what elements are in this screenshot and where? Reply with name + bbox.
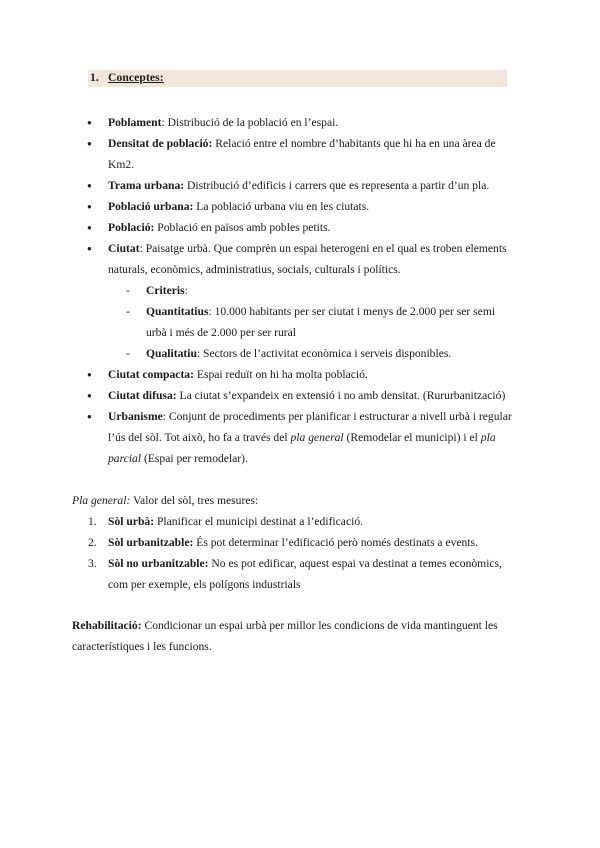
italic-label: Pla general: [72, 494, 131, 507]
definition: Condicionar un espai urbà per millor les condicions de vida mantinguent les característiques i les funcions. [72, 619, 498, 653]
definition: (Espai per remodelar). [141, 452, 248, 465]
numbered-item [88, 553, 518, 595]
numbered-item [88, 532, 518, 553]
definition: Espai reduït on hi ha molta població. [193, 368, 368, 381]
list-item [108, 217, 518, 238]
list-item [108, 175, 518, 196]
definition: : 10.000 habitants per ser ciutat i menys de 2.000 per ser semi urbà i més de 2.000 per ser rural [146, 305, 496, 339]
list-item [108, 385, 518, 406]
term: Densitat de població: [108, 137, 213, 150]
definition: : [184, 284, 188, 297]
heading-number: 1. [90, 71, 99, 84]
italic-term: pla parcial [108, 431, 496, 465]
term: Trama urbana: [108, 179, 185, 192]
term: Ciutat difusa: [108, 389, 177, 402]
separator: : [161, 116, 165, 129]
term: Població urbana: [108, 200, 194, 213]
numbered-item [88, 511, 518, 532]
definition: (Remodelar el municipi) i el [343, 431, 481, 444]
list-item [108, 364, 518, 385]
term: Rehabilitació: [72, 619, 142, 632]
sub-list-item [146, 343, 518, 364]
definition: Distribució d’edificis i carrers que es representa a partir d’un pla. [184, 179, 490, 192]
italic-term: pla general [290, 431, 344, 444]
definition: Paisatge urbà. Que comprèn un espai heterogeni en el qual es troben elements naturals, econòmics, administratius, socials, culturals i polítics. [108, 242, 507, 276]
term: Ciutat compacta: [108, 368, 194, 381]
definition: La població urbana viu en les ciutats. [193, 200, 370, 213]
definition: Planificar el municipi destinat a l’edificació. [154, 515, 364, 528]
definition: És pot determinar l’edificació però només destinats a events. [193, 536, 478, 549]
rehabilitacio-paragraph [72, 615, 522, 657]
pla-general-paragraph [72, 490, 522, 511]
section-heading [90, 71, 164, 84]
definition: : Sectors de l’activitat econòmica i serveis disponibles. [196, 347, 452, 360]
item-number: 1. [88, 515, 97, 528]
term: Qualitatiu [146, 347, 197, 360]
sub-list-item [146, 280, 518, 301]
list-item [108, 133, 518, 175]
item-number: 3. [88, 557, 97, 570]
item-number: 2. [88, 536, 97, 549]
separator: : [139, 242, 143, 255]
list-item [108, 238, 518, 280]
list-item [108, 196, 518, 217]
term: Ciutat [108, 242, 140, 255]
term: Població: [108, 221, 155, 234]
term: Sòl urbà: [108, 515, 155, 528]
term: Criteris [146, 284, 185, 297]
definition: : Conjunt de procediments per planificar i estructurar a nivell urbà i regular l’ús del sòl. Tot això, ho fa a través del [108, 410, 512, 444]
definition: Relació entre el nombre d’habitants que hi ha en una àrea de Km2. [108, 137, 496, 171]
list-item [108, 112, 518, 133]
definition: No es pot edificar, aquest espai va destinat a temes econòmics, com per exemple, els polígons industrials [108, 557, 502, 591]
sub-list-item [146, 301, 518, 343]
paragraph-text: Valor del sòl, tres mesures: [130, 494, 259, 507]
definition: Població en països amb pobles petits. [154, 221, 331, 234]
term: Urbanisme [108, 410, 163, 423]
definition: Distribució de la població en l’espai. [164, 116, 339, 129]
term: Poblament [108, 116, 162, 129]
list-item [108, 406, 518, 469]
term: Sòl no urbanitzable: [108, 557, 209, 570]
term: Sòl urbanitzable: [108, 536, 194, 549]
term: Quantitatius [146, 305, 209, 318]
heading-title: Conceptes: [108, 71, 164, 84]
definition: La ciutat s’expandeix en extensió i no amb densitat. (Rururbanització) [176, 389, 506, 402]
